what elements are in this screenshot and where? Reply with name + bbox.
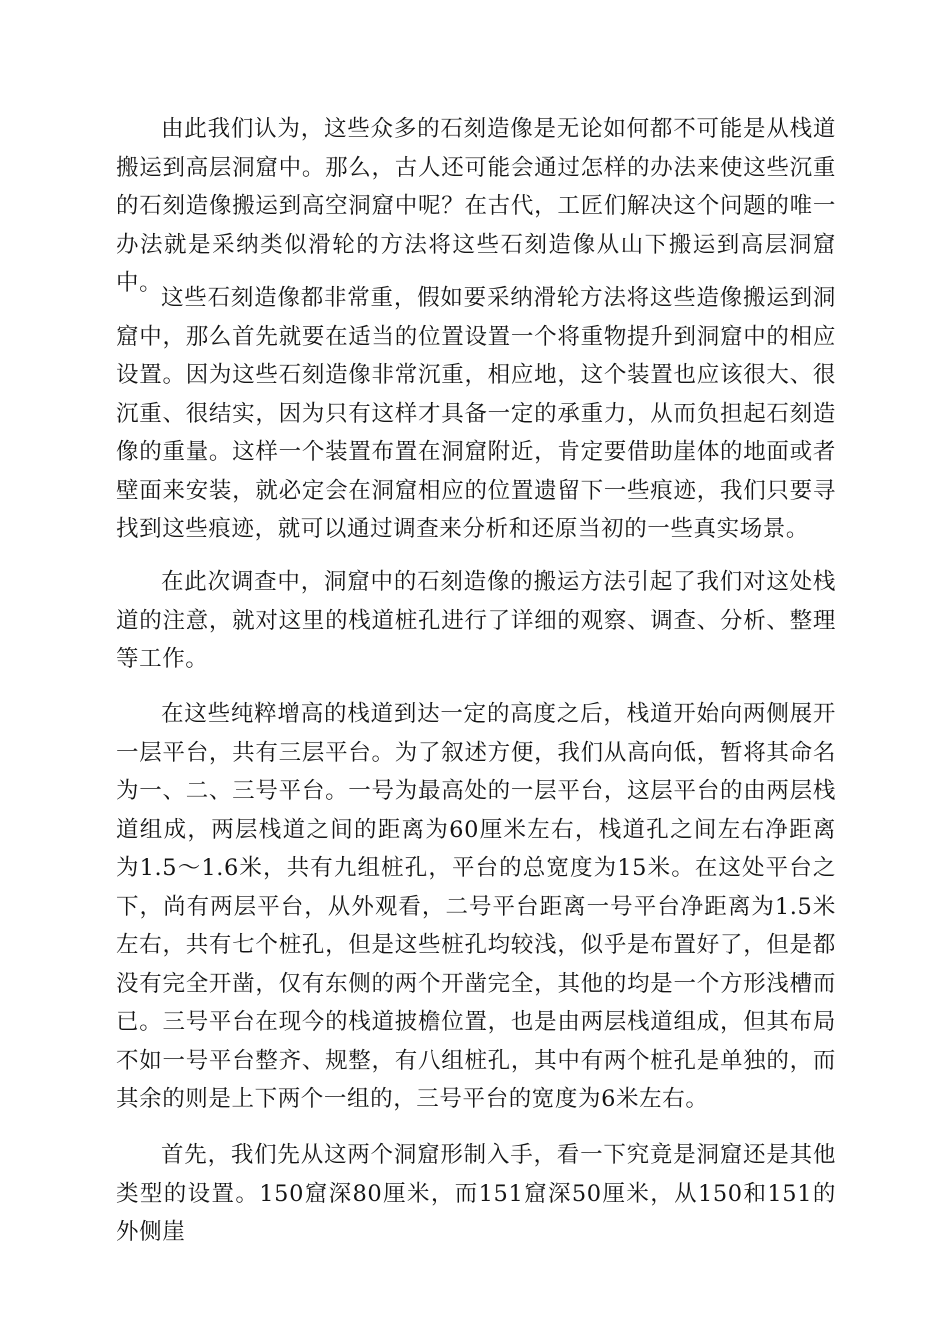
- paragraph-5: 首先，我们先从这两个洞窟形制入手，看一下究竟是洞窟还是其他类型的设置。150窟深80厘米，而151窟深50厘米，从150和151的外侧崖: [116, 1142, 836, 1245]
- paragraph-4: 在这些纯粹增高的栈道到达一定的高度之后，栈道开始向两侧展开一层平台，共有三层平台。为了叙述方便，我们从高向低，暂将其命名为一、二、三号平台。一号为最高处的一层平台，这层平台的由两层栈道组成，两层栈道之间的距离为60厘米左右，栈道孔之间左右净距离为1.5～1.6米，共有九组桩孔，平台的总宽度为15米。在这处平台之下，尚有两层平台，从外观看，二号平台距离一号平台净距离为1.5米左右，共有七个桩孔，但是这些桩孔均较浅，似乎是布置好了，但是都没有完全开凿，仅有东侧的两个开凿完全，其他的均是一个方形浅槽而已。三号平台在现今的栈道披檐位置，也是由两层栈道组成，但其布局不如一号平台整齐、规整，有八组桩孔，其中有两个桩孔是单独的，而其余的则是上下两个一组的，三号平台的宽度为6米左右。: [116, 701, 836, 1112]
- paragraph-1: 由此我们认为，这些众多的石刻造像是无论如何都不可能是从栈道搬运到高层洞窟中。那么，古人还可能会通过怎样的办法来使这些沉重的石刻造像搬运到高空洞窟中呢？在古代，工匠们解决这个问题的唯一办法就是采纳类似滑轮的方法将这些石刻造像从山下搬运到高层洞窟中。: [116, 116, 836, 296]
- paragraph-2: 这些石刻造像都非常重，假如要采纳滑轮方法将这些造像搬运到洞窟中，那么首先就要在适当的位置设置一个将重物提升到洞窟中的相应设置。因为这些石刻造像非常沉重，相应地，这个装置也应该很大、很沉重、很结实，因为只有这样才具备一定的承重力，从而负担起石刻造像的重量。这样一个装置布置在洞窟附近，肯定要借助崖体的地面或者壁面来安装，就必定会在洞窟相应的位置遗留下一些痕迹，我们只要寻找到这些痕迹，就可以通过调查来分析和还原当初的一些真实场景。: [116, 285, 836, 542]
- paragraph-3: 在此次调查中，洞窟中的石刻造像的搬运方法引起了我们对这处栈道的注意，就对这里的栈道桩孔进行了详细的观察、调查、分析、整理等工作。: [116, 569, 836, 672]
